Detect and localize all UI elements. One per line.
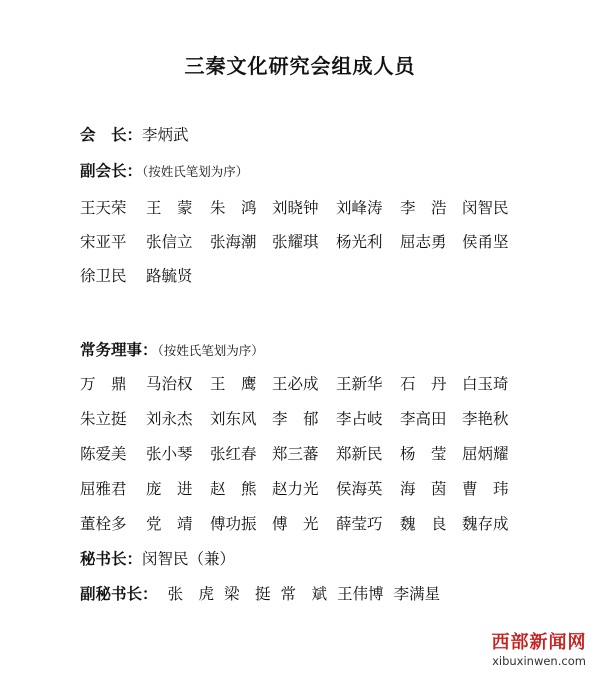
vice-president-name: 张信立 [146,233,193,251]
vice-presidents-heading [80,160,248,182]
standing-director-name: 魏 良 [400,515,447,533]
site-watermark [484,632,594,668]
standing-director-name: 杨 莹 [400,445,447,463]
vice-presidents-label: 副会长： [80,162,143,180]
standing-director-name: 郑新民 [336,445,383,463]
secretary-general-name: 闵智民（兼） [142,550,236,568]
vice-president-name: 李 浩 [400,199,447,217]
standing-director-name: 石 丹 [400,375,447,393]
standing-director-name: 党 靖 [146,515,193,533]
vice-president-name: 屈志勇 [400,233,447,251]
secretary-general-line [80,548,235,570]
standing-director-row [80,513,520,535]
president-name: 李炳武 [142,126,189,144]
page-title: 三秦文化研究会组成人员 [184,54,416,78]
president-line [80,124,189,146]
standing-director-name: 李高田 [400,410,447,428]
vice-president-row [80,265,520,287]
standing-director-name: 赵力光 [272,480,319,498]
standing-director-name: 傅功振 [210,515,257,533]
standing-director-name: 屈炳耀 [462,445,509,463]
standing-director-name: 曹 玮 [462,480,509,498]
standing-director-row [80,443,520,465]
standing-director-name: 王 鹰 [210,375,257,393]
standing-director-name: 陈爱美 [80,445,127,463]
standing-director-row [80,478,520,500]
standing-director-name: 李 郁 [272,410,319,428]
deputy-secretaries-line [80,583,440,605]
vice-president-name: 王 蒙 [146,199,193,217]
vice-president-name: 徐卫民 [80,267,127,285]
standing-director-name: 赵 熊 [210,480,257,498]
standing-director-name: 马治权 [146,375,193,393]
standing-director-name: 刘东风 [210,410,257,428]
watermark-en: xibuxinwen.com [492,654,586,668]
standing-director-name: 海 茵 [400,480,447,498]
standing-director-name: 白玉琦 [462,375,509,393]
standing-directors-label: 常务理事： [80,341,158,359]
vice-president-name: 张海潮 [210,233,257,251]
vice-president-name: 刘峰涛 [336,199,383,217]
vice-president-row [80,231,520,253]
standing-directors-heading [80,339,264,361]
vice-president-name: 路毓贤 [146,267,193,285]
standing-director-name: 屈雅君 [80,480,127,498]
standing-director-name: 张小琴 [146,445,193,463]
standing-director-name: 李艳秋 [462,410,509,428]
standing-director-name: 张红春 [210,445,257,463]
deputy-secretary-name: 张 虎 [167,585,215,603]
standing-director-name: 万 鼎 [80,375,127,393]
vice-presidents-note: （按姓氏笔划为序） [142,164,249,179]
standing-director-name: 傅 光 [272,515,319,533]
standing-director-name: 魏存成 [462,515,509,533]
standing-director-name: 董栓多 [80,515,127,533]
standing-director-name: 王必成 [272,375,319,393]
standing-director-name: 刘永杰 [146,410,193,428]
vice-president-name: 闵智民 [462,199,509,217]
vice-president-name: 侯甬坚 [462,233,509,251]
vice-president-name: 杨光利 [336,233,383,251]
standing-director-name: 朱立挺 [80,410,127,428]
vice-president-name: 王天荣 [80,199,127,217]
standing-director-name: 薛莹巧 [336,515,383,533]
standing-director-row [80,408,520,430]
standing-director-name: 李占岐 [336,410,383,428]
standing-director-name: 王新华 [336,375,383,393]
vice-president-name: 张耀琪 [272,233,319,251]
standing-director-name: 庞 进 [146,480,193,498]
standing-director-name: 侯海英 [336,480,383,498]
vice-president-name: 刘晓钟 [272,199,319,217]
president-label: 会 长： [80,126,143,144]
deputy-secretary-name: 梁 挺 [224,585,271,603]
standing-director-name: 郑三蕃 [272,445,319,463]
standing-director-row [80,373,520,395]
standing-directors-note: （按姓氏笔划为序） [157,343,264,358]
secretary-general-label: 秘书长： [80,550,143,568]
vice-president-name: 宋亚平 [80,233,127,251]
vice-president-name: 朱 鸿 [210,199,257,217]
watermark-cn: 西部新闻网 [491,632,587,653]
deputy-secretary-name: 王伟博 [337,585,384,603]
deputy-secretary-name: 常 斌 [280,585,328,603]
deputy-secretary-name: 李满星 [393,585,441,603]
vice-president-row [80,197,520,219]
deputy-secretaries-label: 副秘书长： [80,585,158,603]
